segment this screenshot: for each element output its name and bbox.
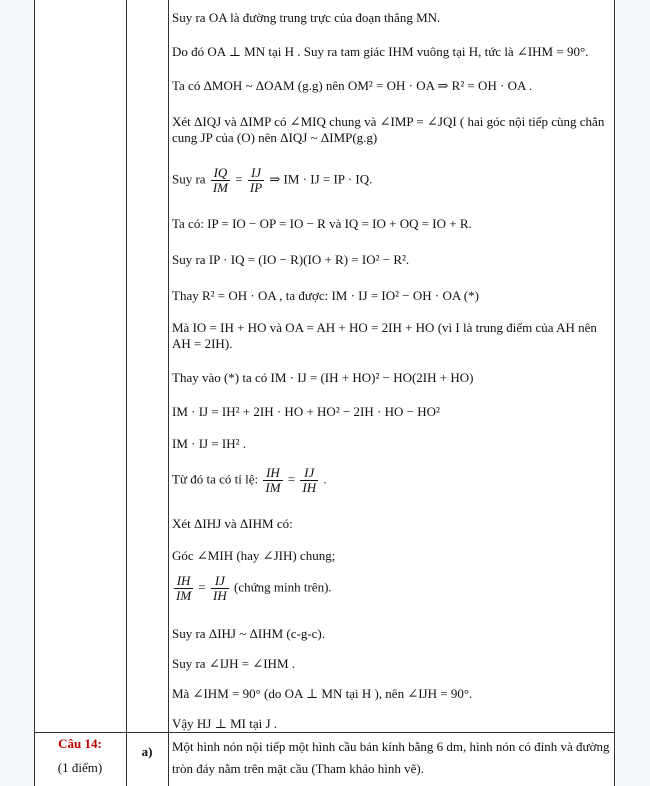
equals-sign: = bbox=[198, 579, 206, 595]
fraction: $\frac{IH}{IM}$ bbox=[265, 465, 281, 495]
equals-sign: = bbox=[287, 471, 296, 487]
proof-text: ⇒ IM · IJ = IP · IQ. bbox=[269, 171, 373, 187]
proof-text: Từ đó ta có tỉ lệ: bbox=[172, 471, 259, 487]
proof-line-fraction bbox=[172, 166, 372, 195]
proof-line: Suy ra IP · IQ = (IO − R)(IO + R) = IO² − R². bbox=[172, 252, 410, 267]
table-column-divider-1 bbox=[126, 0, 127, 786]
proof-line: IM · IJ = IH² + 2IH · HO + HO² − 2IH · HO − HO² bbox=[172, 404, 440, 419]
question-points: (1 điểm) bbox=[57, 760, 103, 775]
table-column-divider-2 bbox=[168, 0, 169, 786]
proof-line: Góc ∠MIH (hay ∠JIH) chung; bbox=[172, 548, 336, 563]
question-text: Một hình nón nội tiếp một hình cầu bán kính bằng 6 dm, hình nón có đỉnh và đường tròn đáy nằm trên mặt cầu (Tham khảo hình vẽ). bbox=[172, 739, 610, 776]
proof-line: Xét ΔIQJ và ΔIMP có ∠MIQ chung và ∠IMP = ∠JQI ( hai góc nội tiếp cùng chắn cung JP của (O) nên ΔIQJ ~ ΔIMP(g.g) bbox=[172, 114, 605, 145]
proof-line: Suy ra ∠IJH = ∠IHM . bbox=[172, 656, 295, 671]
table-left-border bbox=[34, 0, 35, 786]
proof-text: Suy ra bbox=[172, 171, 206, 187]
proof-line-fraction bbox=[172, 466, 327, 495]
period: . bbox=[323, 471, 327, 487]
proof-line: Mà IO = IH + HO và OA = AH + HO = 2IH + HO (vì I là trung điểm của AH nên AH = 2IH). bbox=[172, 320, 597, 351]
proof-line: Ta có: IP = IO − OP = IO − R và IQ = IO + OQ = IO + R. bbox=[172, 216, 472, 231]
proof-line: Thay vào (*) ta có IM · IJ = (IH + HO)² − HO(2IH + HO) bbox=[172, 370, 474, 385]
fraction: $\frac{IH}{IM}$ bbox=[176, 573, 192, 603]
fraction: $\frac{IJ}{IP}$ bbox=[249, 165, 263, 195]
fraction: $\frac{IQ}{IM}$ bbox=[212, 165, 229, 195]
proof-line: Suy ra OA là đường trung trực của đoạn thẳng MN. bbox=[172, 10, 441, 25]
proof-line: Thay R² = OH · OA , ta được: IM · IJ = IO² − OH · OA (*) bbox=[172, 288, 479, 303]
table-row-divider bbox=[34, 732, 614, 733]
proof-line: Suy ra ΔIHJ ~ ΔIHM (c-g-c). bbox=[172, 626, 325, 641]
proof-line-fraction bbox=[172, 574, 332, 603]
fraction: $\frac{IJ}{IH}$ bbox=[213, 573, 227, 603]
proof-line: Ta có ΔMOH ~ ΔOAM (g.g) nên OM² = OH · OA ⇒ R² = OH · OA . bbox=[172, 78, 533, 93]
question-part-label: a) bbox=[141, 744, 153, 759]
equals-sign: = bbox=[235, 171, 243, 187]
question-number: Câu 14: bbox=[58, 736, 102, 751]
fraction: $\frac{IJ}{IH}$ bbox=[302, 465, 317, 495]
table-right-border bbox=[614, 0, 615, 786]
proof-line: Do đó OA ⊥ MN tại H . Suy ra tam giác IHM vuông tại H, tức là ∠IHM = 90°. bbox=[172, 44, 589, 59]
proof-text: (chứng minh trên). bbox=[233, 579, 332, 595]
proof-line: Xét ΔIHJ và ΔIHM có: bbox=[172, 516, 293, 531]
proof-line: Vậy HJ ⊥ MI tại J . bbox=[172, 716, 278, 731]
proof-line: Mà ∠IHM = 90° (do OA ⊥ MN tại H ), nên ∠IJH = 90°. bbox=[172, 686, 473, 701]
proof-line: IM · IJ = IH² . bbox=[172, 436, 247, 451]
